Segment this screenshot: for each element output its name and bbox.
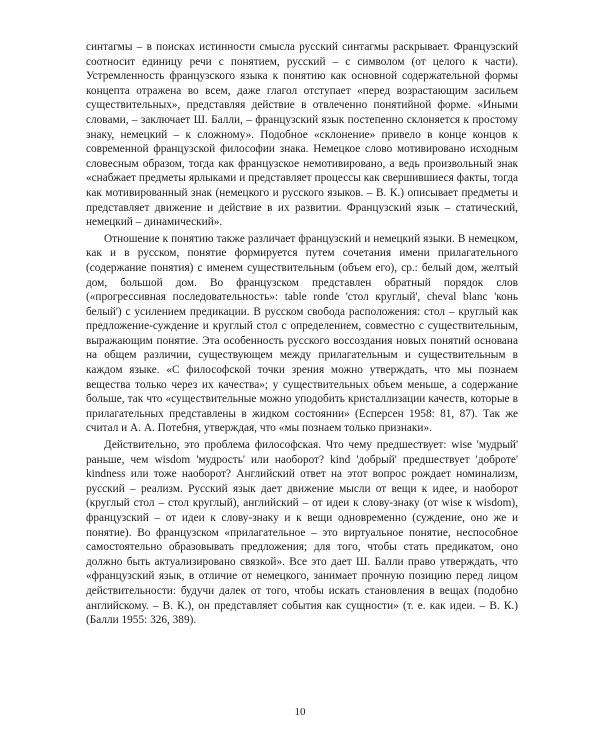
paragraph: Действительно, это проблема философская. Что чему предшествует: wise 'мудрый' раньше, чем wisdom 'мудрость' или наоборот? kind 'добрый' предшествует 'доброте' kindness или тоже наоборот? Английский ответ на этот вопрос рождает номинализм, русский – реализм. Русский язык дает движение мысли от вещи к идее, и наоборот (круглый стол – стол круглый), английский – от идеи к слову-знаку (от wise к wisdom), французский – от идеи к слову-знаку и к вещи одновременно (суждение, оно же и понятие). Во французском «прилагательное – это виртуальное понятие, неспособное самостоятельно образовывать предложения; для того, чтобы стать предикатом, оно должно быть актуализировано связкой». Все это дает Ш. Балли право утверждать, что «французский язык, в отличие от немецкого, занимает прочную позицию перед лицом действительности: будучи далек от того, чтобы искать становления в вещах (подобно английскому. – В. К.), он представляет события как сущности» (т. е. как идеи. – В. К.) (Балли 1955: 326, 389). <box>86 439 518 627</box>
body-text <box>86 40 518 628</box>
page-number: 10 <box>294 706 306 718</box>
paragraph: синтагмы – в поисках истинности смысла русский синтагмы раскрывает. Французский соотносит единицу речи с понятием, русский – с символом (от целого к части). Устремленность французского языка к понятию как основной содержательной формы концепта отражена во всем, даже глагол отступает «перед возрастающим засильем существительных», представляя действие в отвлеченно понятийной форме. «Иными словами, – заключает Ш. Балли, – французский язык постепенно склоняется к простому знаку, немецкий – к сложному». Подобное «склонение» привело в конце концов к современной французской философии знака. Немецкое слово мотивировано исходным словесным образом, тогда как французское немотивировано, а ведь произвольный знак «снабжает предметы ярлыками и представляет процессы как свершившиеся факты, тогда как мотивированный знак (немецкого и русского языков. – В. К.) описывает предметы и представляет движение и действие в их развитии. Французский язык – статический, немецкий – динамический». <box>86 41 518 229</box>
paragraph: Отношение к понятию также различает французский и немецкий языки. В немецком, как и в русском, понятие формируется путем сочетания имени прилагательного (содержание понятия) с именем существительным (объем его), ср.: белый дом, желтый дом, большой дом. Во французском представлен обратный порядок слов («прогрессивная последовательность»: table ronde 'стол круглый', cheval blanc 'конь белый') с усилением предикации. В русском свобода расположения: стол – круглый как предложение-суждение и круглый стол с определением, совместно с существительным, выражающим понятие. Эта особенность русского воссоздания новых понятий основана на общем различии, существующем между прилагательным и существительным в каждом языке. «С философской точки зрения можно утверждать, что мы познаем вещества только через их качества»; у существительных объем меньше, а содержание больше, так что «существительные можно уподобить кристаллизации качеств, которые в прилагательных представлены в жидком состоянии» (Есперсен 1958: 81, 87). Так же считал и А. А. Потебня, утверждая, что «мы познаем только признаки». <box>86 232 518 435</box>
